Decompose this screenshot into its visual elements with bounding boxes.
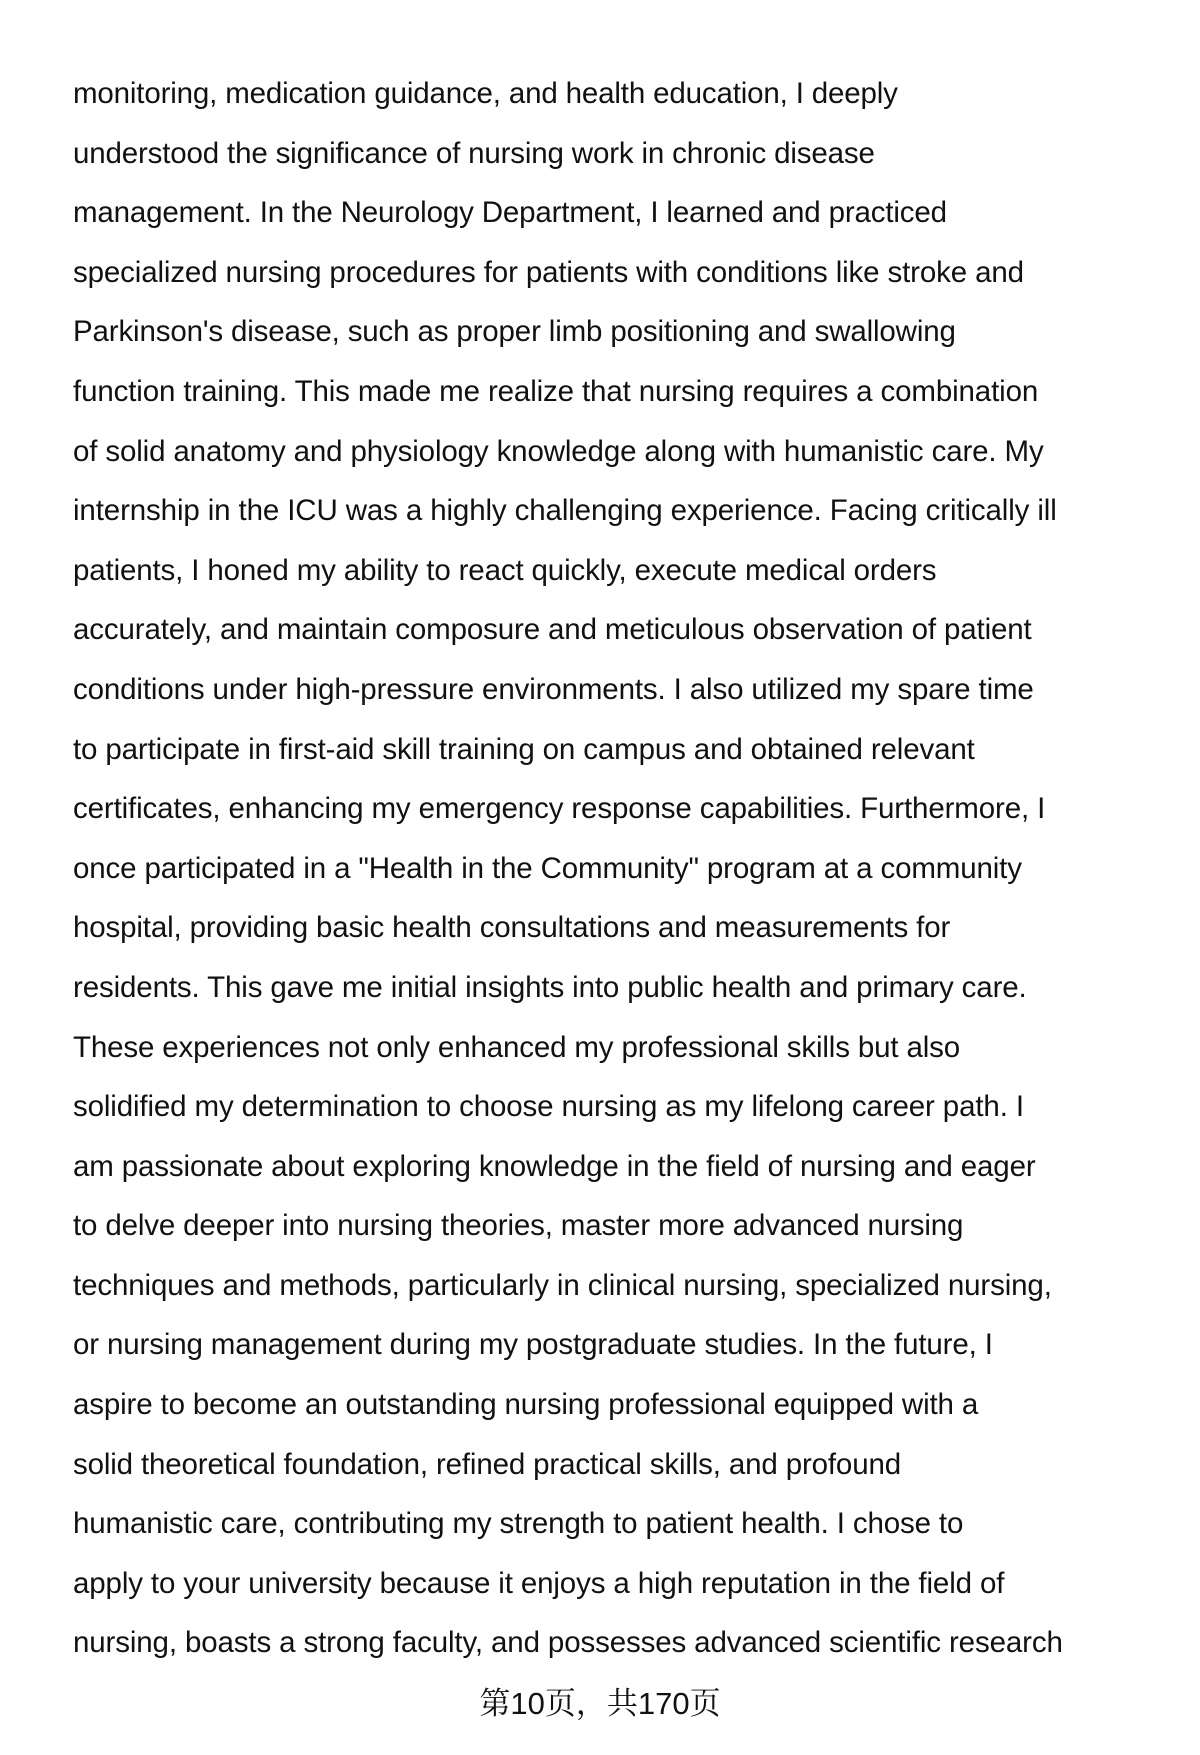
text-line: Parkinson's disease, such as proper limb positioning and swallowing <box>73 315 956 349</box>
text-line: internship in the ICU was a highly challenging experience. Facing critically ill <box>73 494 1057 528</box>
text-line: to participate in first-aid skill training on campus and obtained relevant <box>73 732 975 766</box>
text-line: or nursing management during my postgraduate studies. In the future, I <box>73 1328 993 1362</box>
text-line: patients, I honed my ability to react quickly, execute medical orders <box>73 553 937 587</box>
text-line: hospital, providing basic health consultations and measurements for <box>73 911 951 945</box>
text-line: once participated in a "Health in the Community" program at a community <box>73 851 1022 885</box>
text-line: solidified my determination to choose nursing as my lifelong career path. I <box>73 1090 1024 1124</box>
text-line: These experiences not only enhanced my professional skills but also <box>73 1030 960 1064</box>
text-line: certificates, enhancing my emergency response capabilities. Furthermore, I <box>73 792 1046 826</box>
text-line: monitoring, medication guidance, and health education, I deeply <box>73 77 898 110</box>
page-number: 第10页，共170页 <box>479 1686 721 1721</box>
text-line: solid theoretical foundation, refined practical skills, and profound <box>73 1447 901 1481</box>
text-line: to delve deeper into nursing theories, master more advanced nursing <box>73 1209 964 1243</box>
text-line: management. In the Neurology Department, I learned and practiced <box>73 196 947 230</box>
document-body <box>73 64 1183 1673</box>
text-line: function training. This made me realize that nursing requires a combination <box>73 374 1039 408</box>
text-line: residents. This gave me initial insights into public health and primary care. <box>73 970 1027 1004</box>
text-line: apply to your university because it enjoys a high reputation in the field of <box>73 1566 1005 1600</box>
text-line: am passionate about exploring knowledge in the field of nursing and eager <box>73 1149 1036 1183</box>
text-line: of solid anatomy and physiology knowledge along with humanistic care. My <box>73 434 1044 468</box>
text-line: specialized nursing procedures for patients with conditions like stroke and <box>73 255 1024 289</box>
text-line: understood the significance of nursing work in chronic disease <box>73 136 875 170</box>
text-line: techniques and methods, particularly in clinical nursing, specialized nursing, <box>73 1268 1052 1302</box>
text-line: accurately, and maintain composure and meticulous observation of patient <box>73 613 1032 647</box>
text-line: humanistic care, contributing my strength to patient health. I chose to <box>73 1507 964 1541</box>
text-line: conditions under high-pressure environments. I also utilized my spare time <box>73 672 1034 706</box>
text-line: aspire to become an outstanding nursing professional equipped with a <box>73 1388 979 1422</box>
text-line: nursing, boasts a strong faculty, and possesses advanced scientific research <box>73 1626 1063 1660</box>
